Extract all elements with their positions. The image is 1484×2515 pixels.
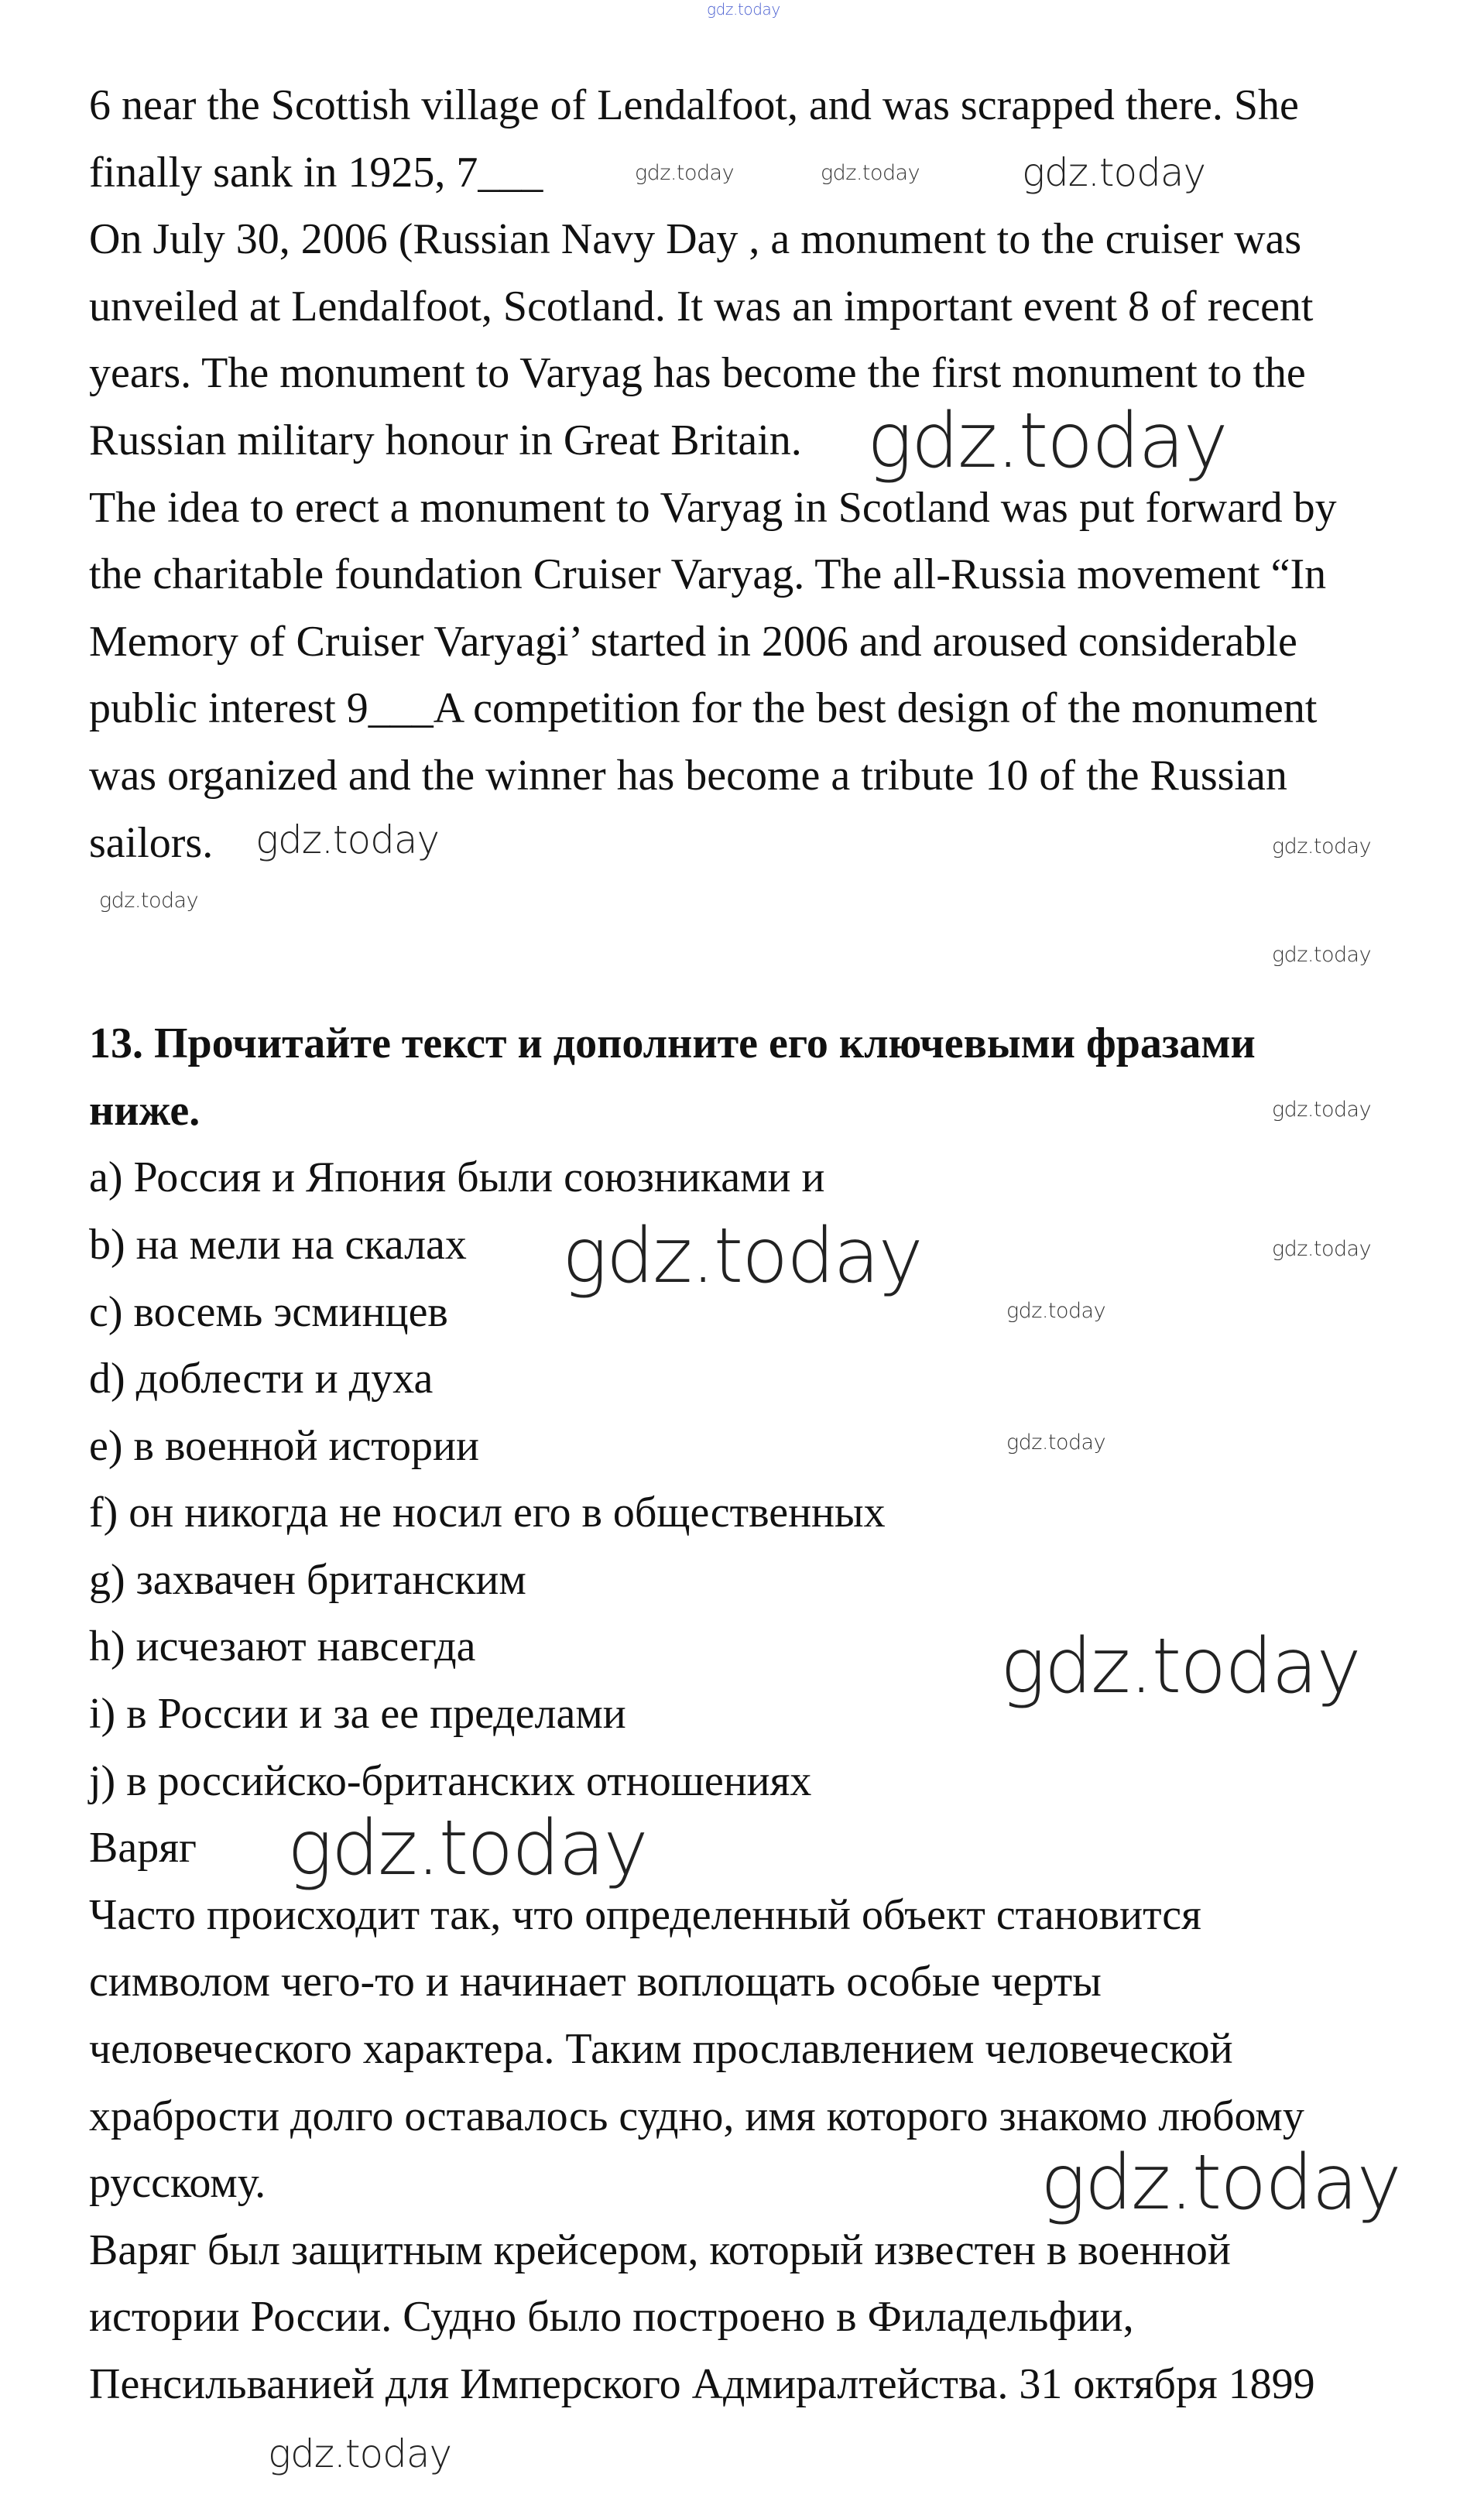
text-line: истории России. Судно было построено в Филадельфии, — [89, 2293, 1134, 2342]
text-line: Russian military honour in Great Britain. — [89, 416, 802, 464]
option-item: d) доблести и духа — [89, 1355, 434, 1403]
option-item: g) захвачен британским — [89, 1555, 526, 1604]
watermark: gdz.today — [867, 397, 1227, 485]
text-title: Варяг — [89, 1824, 197, 1873]
text-line: finally sank in 1925, 7___ — [89, 148, 543, 197]
option-item: i) в России и за ее пределами — [89, 1690, 626, 1739]
watermark: gdz.today — [707, 0, 780, 19]
text-line: русскому. — [89, 2159, 266, 2208]
text-line: Пенсильванией для Имперского Адмиралтейства. 31 октября 1899 — [89, 2360, 1315, 2408]
watermark: gdz.today — [562, 1212, 922, 1300]
task-heading: 13. Прочитайте текст и дополните его ключевыми фразами — [89, 1019, 1256, 1068]
text-line: 6 near the Scottish village of Lendalfoot, and was scrapped there. She — [89, 81, 1299, 129]
watermark: gdz.today — [821, 161, 920, 185]
text-line: Варяг был защитным крейсером, который известен в военной — [89, 2225, 1231, 2274]
text-line: Memory of Cruiser Varyagi’ started in 2006 and aroused considerable — [89, 617, 1297, 666]
watermark: gdz.today — [1006, 1431, 1106, 1455]
text-line: public interest 9___A competition for the best design of the monument — [89, 684, 1318, 733]
watermark: gdz.today — [1040, 2139, 1400, 2227]
task-heading: ниже. — [89, 1086, 200, 1135]
option-item: j) в российско-британских отношениях — [89, 1756, 812, 1805]
watermark: gdz.today — [635, 161, 735, 185]
text-line: was organized and the winner has become a tribute 10 of the Russian — [89, 751, 1287, 800]
option-item: a) Россия и Япония были союзниками и — [89, 1153, 825, 1202]
watermark: gdz.today — [268, 2431, 452, 2476]
text-line: the charitable foundation Cruiser Varyag. The all-Russia movement “In — [89, 550, 1327, 599]
watermark: gdz.today — [1272, 1237, 1372, 1261]
watermark: gdz.today — [1000, 1622, 1360, 1711]
option-item: h) исчезают навсегда — [89, 1622, 476, 1671]
watermark: gdz.today — [1006, 1299, 1106, 1323]
text-line: символом чего-то и начинает воплощать особые черты — [89, 1958, 1102, 2006]
watermark: gdz.today — [99, 889, 199, 913]
spacer — [89, 876, 1421, 1010]
text-line: храбрости долго оставалось судно, имя которого знакомо любому — [89, 2092, 1304, 2140]
text-line: sailors. — [89, 818, 214, 867]
option-item: c) восемь эсминцев — [89, 1287, 448, 1336]
text-line: человеческого характера. Таким прославлением человеческой — [89, 2025, 1233, 2074]
option-item: e) в военной истории — [89, 1421, 479, 1470]
watermark: gdz.today — [1272, 1098, 1372, 1122]
text-line: On July 30, 2006 (Russian Navy Day , a monument to the cruiser was — [89, 215, 1302, 264]
text-line: Часто происходит так, что определенный объект становится — [89, 1890, 1201, 1939]
option-item: f) он никогда не носил его в общественных — [89, 1489, 886, 1537]
option-item: b) на мели на скалах — [89, 1220, 467, 1269]
text-line: The idea to erect a monument to Varyag in Scotland was put forward by — [89, 483, 1337, 532]
watermark: gdz.today — [1272, 943, 1372, 967]
text-line: years. The monument to Varyag has become the first monument to the — [89, 349, 1306, 398]
watermark: gdz.today — [287, 1804, 647, 1893]
watermark: gdz.today — [1022, 150, 1206, 195]
watermark: gdz.today — [1272, 834, 1372, 858]
watermark: gdz.today — [255, 817, 440, 862]
text-line: unveiled at Lendalfoot, Scotland. It was an important event 8 of recent — [89, 282, 1314, 331]
